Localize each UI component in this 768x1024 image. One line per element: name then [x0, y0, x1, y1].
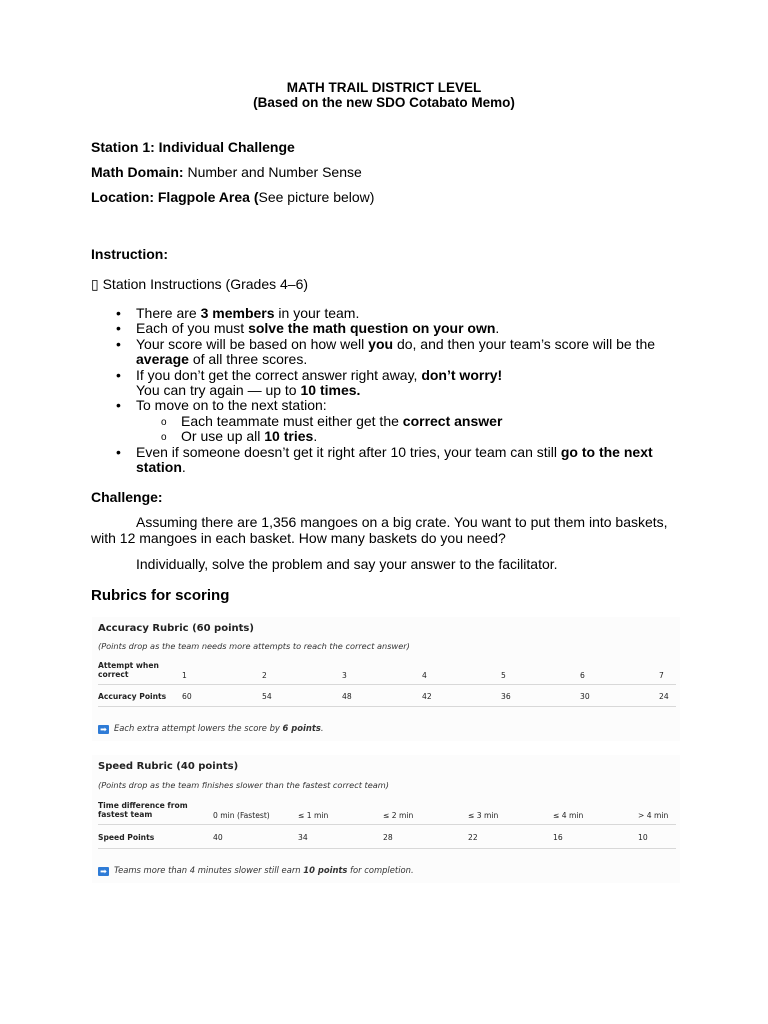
accuracy-points-cell: 36: [501, 692, 511, 701]
challenge-heading: Challenge:: [91, 489, 163, 505]
location-label: Location: Flagpole Area (: [91, 189, 259, 205]
rubrics-heading: Rubrics for scoring: [91, 587, 230, 604]
speed-rubric-subtitle: (Points drop as the team finishes slower than the fastest correct team): [98, 780, 389, 790]
table-separator: [98, 848, 676, 849]
location-value: See picture below): [258, 189, 375, 205]
speed-time-cell: ≤ 2 min: [383, 811, 414, 820]
list-item: • Your score will be based on how well you do, and then your team’s score will be the average of all three scores.: [91, 337, 691, 368]
accuracy-attempt-cell: 1: [182, 671, 187, 680]
instruction-list: [91, 306, 691, 475]
math-domain-value: Number and Number Sense: [183, 164, 362, 180]
sub-list-item: o Each teammate must either get the correct answer: [136, 414, 691, 429]
math-domain-label: Math Domain:: [91, 164, 184, 180]
accuracy-row-label-attempt: Attempt when correct: [98, 661, 159, 679]
accuracy-points-cell: 42: [422, 692, 432, 701]
speed-points-cell: 40: [213, 833, 223, 842]
station-name: Station 1: Individual Challenge: [91, 139, 295, 155]
speed-points-cell: 16: [553, 833, 563, 842]
instruction-heading: Instruction:: [91, 246, 168, 262]
accuracy-row-label-points: Accuracy Points: [98, 692, 167, 701]
speed-points-cell: 10: [638, 833, 648, 842]
speed-points-cell: 28: [383, 833, 393, 842]
speed-rubric-title: Speed Rubric (40 points): [98, 761, 239, 772]
table-separator: [98, 684, 676, 685]
station-instructions-subheading: ▯ Station Instructions (Grades 4–6): [91, 276, 309, 292]
accuracy-points-cell: 48: [342, 692, 352, 701]
accuracy-rubric: [92, 617, 680, 741]
speed-row-label-points: Speed Points: [98, 833, 155, 842]
accuracy-points-cell: 30: [580, 692, 590, 701]
speed-time-cell: > 4 min: [638, 811, 669, 820]
sub-list-item: o Or use up all 10 tries.: [136, 429, 691, 444]
accuracy-rubric-subtitle: (Points drop as the team needs more attempts to reach the correct answer): [98, 641, 410, 651]
arrow-right-icon: ➡: [98, 725, 109, 734]
math-domain: [91, 164, 362, 180]
speed-note: ➡ Teams more than 4 minutes slower still earn 10 points for completion.: [98, 865, 414, 876]
accuracy-attempt-cell: 6: [580, 671, 585, 680]
page-subtitle: (Based on the new SDO Cotabato Memo): [253, 95, 515, 110]
accuracy-rubric-title: Accuracy Rubric (60 points): [98, 623, 254, 634]
accuracy-attempt-cell: 5: [501, 671, 506, 680]
list-item: • If you don’t get the correct answer right away, don’t worry! You can try again — up to 10 times.: [91, 368, 691, 399]
challenge-direction: Individually, solve the problem and say your answer to the facilitator.: [136, 556, 558, 572]
accuracy-attempt-cell: 7: [659, 671, 664, 680]
speed-time-cell: ≤ 3 min: [468, 811, 499, 820]
speed-row-label-time: Time difference from fastest team: [98, 801, 188, 819]
list-item: • To move on to the next station: o Each teammate must either get the correct answer o Or use up all 10 tries.: [91, 398, 691, 444]
table-separator: [98, 824, 676, 825]
page-title: MATH TRAIL DISTRICT LEVEL: [286, 80, 482, 95]
speed-rubric: [92, 755, 680, 883]
challenge-problem: Assuming there are 1,356 mangoes on a big crate. You want to put them into baskets, with 12 mangoes in each basket. How many baskets do you need?: [91, 514, 668, 546]
arrow-right-icon: ➡: [98, 867, 109, 876]
accuracy-points-cell: 54: [262, 692, 272, 701]
speed-time-cell: 0 min (Fastest): [213, 811, 270, 820]
accuracy-points-cell: 60: [182, 692, 192, 701]
speed-points-cell: 22: [468, 833, 478, 842]
speed-time-cell: ≤ 1 min: [298, 811, 329, 820]
accuracy-attempt-cell: 4: [422, 671, 427, 680]
list-item: • There are 3 members in your team.: [91, 306, 691, 321]
sub-list: [136, 414, 691, 445]
accuracy-attempt-cell: 2: [262, 671, 267, 680]
speed-time-cell: ≤ 4 min: [553, 811, 584, 820]
speed-points-cell: 34: [298, 833, 308, 842]
location: [91, 189, 374, 205]
accuracy-points-cell: 24: [659, 692, 669, 701]
list-item: • Even if someone doesn’t get it right after 10 tries, your team can still go to the next station.: [91, 445, 691, 476]
accuracy-attempt-cell: 3: [342, 671, 347, 680]
table-separator: [98, 706, 676, 707]
accuracy-note: ➡ Each extra attempt lowers the score by 6 points.: [98, 723, 324, 734]
list-item: • Each of you must solve the math question on your own.: [91, 321, 691, 336]
